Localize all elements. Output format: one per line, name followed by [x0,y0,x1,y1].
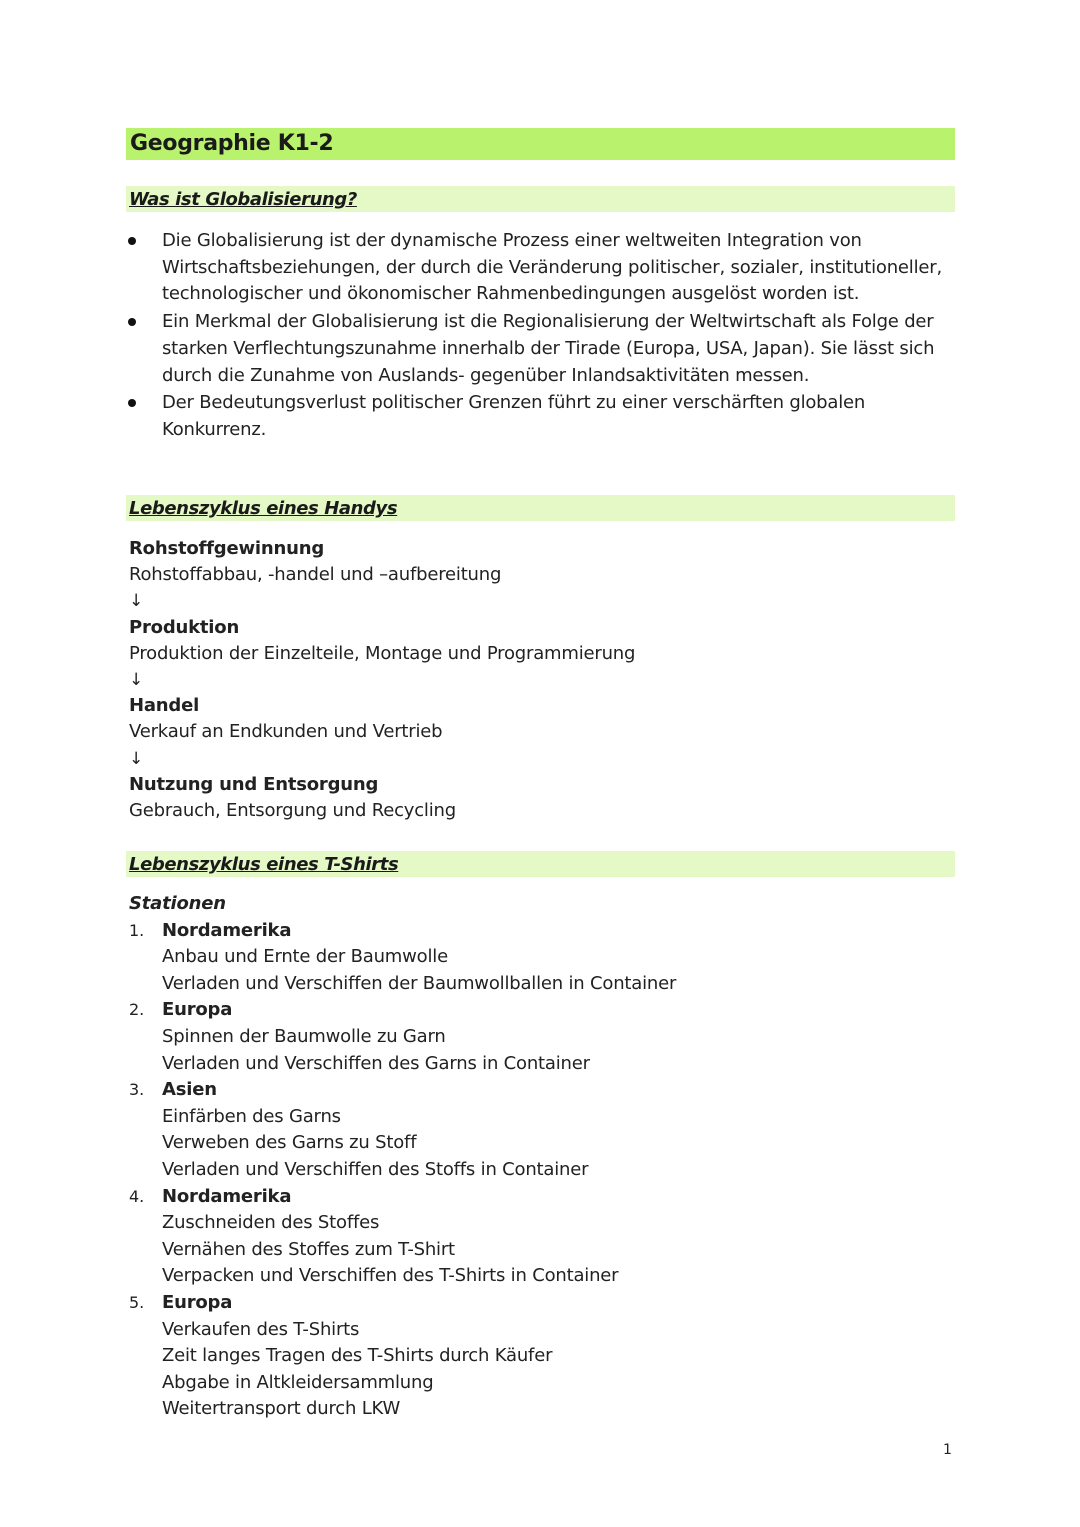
station-step: Abgabe in Altkleidersammlung [162,1371,434,1393]
station-step: Vernähen des Stoffes zum T-Shirt [162,1238,455,1260]
section-title-globalization: Was ist Globalisierung? [129,189,357,210]
lifecycle-stage-detail: Verkauf an Endkunden und Vertrieb [129,721,443,743]
bullet-item [126,228,956,308]
bullet-item [126,390,956,443]
station-number: 1. [129,920,145,940]
station-step: Einfärben des Garns [162,1105,341,1127]
station-step: Verweben des Garns zu Stoff [162,1132,417,1154]
page-title-bar [126,128,955,160]
station-region: Nordamerika [162,1185,292,1207]
lifecycle-stage-detail: Produktion der Einzelteile, Montage und Programmierung [129,642,636,664]
arrow-down-icon: ↓ [129,670,144,691]
bullet-icon [128,237,136,245]
arrow-down-icon: ↓ [129,591,144,612]
station-step: Anbau und Ernte der Baumwolle [162,946,448,968]
station-region: Nordamerika [162,919,292,941]
bullet-icon [128,399,136,407]
globalization-bullet-list [126,228,956,445]
station-step: Verladen und Verschiffen der Baumwollballen in Container [162,972,677,994]
station-number: 5. [129,1292,145,1312]
phone-lifecycle-flow [129,536,929,824]
station-step: Zeit langes Tragen des T-Shirts durch Käufer [162,1345,553,1367]
section-header-phone-lifecycle [126,495,955,521]
page-number: 1 [943,1442,952,1458]
tshirt-stations-list [129,891,929,1423]
list-item [129,918,929,998]
stations-subtitle: Stationen [129,893,226,914]
station-region: Europa [162,1291,233,1313]
station-step: Spinnen der Baumwolle zu Garn [162,1025,446,1047]
station-step: Verpacken und Verschiffen des T-Shirts in Container [162,1265,619,1287]
lifecycle-stage-heading: Nutzung und Entsorgung [129,773,379,795]
bullet-item [126,309,956,389]
station-step: Weitertransport durch LKW [162,1398,401,1420]
station-number: 4. [129,1186,145,1206]
list-item [129,997,929,1077]
station-number: 3. [129,1080,145,1100]
lifecycle-stage-detail: Gebrauch, Entsorgung und Recycling [129,800,456,822]
station-step: Zuschneiden des Stoffes [162,1212,380,1234]
page-title: Geographie K1-2 [130,131,334,156]
section-header-globalization [126,186,955,212]
list-item [129,1184,929,1290]
bullet-text: Der Bedeutungsverlust politischer Grenzen führt zu einer verschärften globalen Konkurrenz. [162,392,866,440]
section-title-tshirt-lifecycle: Lebenszyklus eines T-Shirts [129,854,399,875]
lifecycle-stage-detail: Rohstoffabbau, -handel und –aufbereitung [129,564,502,586]
arrow-down-icon: ↓ [129,748,144,769]
bullet-text: Die Globalisierung ist der dynamische Prozess einer weltweiten Integration von Wirtschaftsbeziehungen, der durch die Veränderung politischer, sozialer, institutioneller, technologischer und ökonomischer Rahmenbedingungen ausgelöst worden ist. [162,230,942,305]
section-title-phone-lifecycle: Lebenszyklus eines Handys [129,498,398,519]
station-step: Verkaufen des T-Shirts [162,1318,360,1340]
station-step: Verladen und Verschiffen des Garns in Container [162,1052,590,1074]
list-item [129,1077,929,1183]
station-region: Asien [162,1079,217,1101]
lifecycle-stage-heading: Produktion [129,616,240,638]
station-region: Europa [162,999,233,1021]
section-header-tshirt-lifecycle [126,851,955,877]
list-item [129,1290,929,1423]
lifecycle-stage-heading: Handel [129,695,200,717]
bullet-icon [128,318,136,326]
station-step: Verladen und Verschiffen des Stoffs in Container [162,1158,589,1180]
lifecycle-stage-heading: Rohstoffgewinnung [129,538,325,559]
bullet-text: Ein Merkmal der Globalisierung ist die Regionalisierung der Weltwirtschaft als Folge der starken Verflechtungszunahme innerhalb der Tirade (Europa, USA, Japan). Sie lässt sich durch die Zunahme von Auslands- gegenüber Inlandsaktivitäten messen. [162,311,935,386]
station-number: 2. [129,1000,145,1020]
